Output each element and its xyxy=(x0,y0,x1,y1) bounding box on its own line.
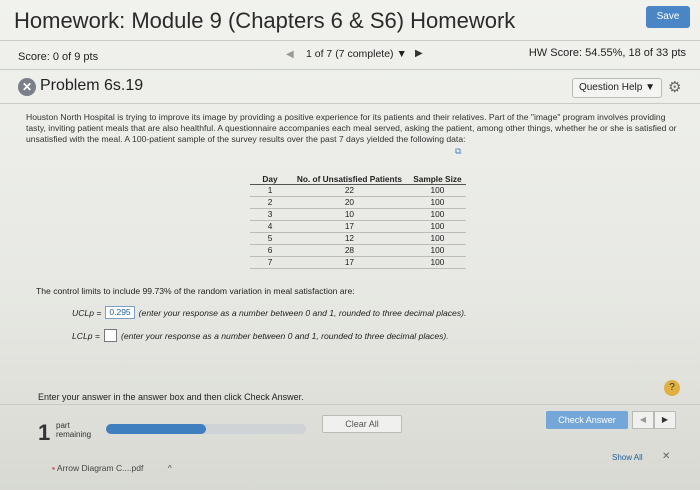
table-cell: 17 xyxy=(290,220,409,232)
footer-bar xyxy=(0,404,700,490)
prev-part-button[interactable]: ◀ xyxy=(632,411,654,429)
table-cell: 100 xyxy=(409,196,466,208)
table-cell: 6 xyxy=(250,244,290,256)
lcl-label: LCLp = xyxy=(72,330,100,341)
score-bar xyxy=(0,40,700,70)
close-icon[interactable]: ✕ xyxy=(662,451,671,462)
table-cell: 3 xyxy=(250,208,290,220)
problem-header xyxy=(0,70,700,104)
table-row xyxy=(250,220,466,232)
question-selector[interactable]: 1 of 7 (7 complete) ▼ xyxy=(306,48,407,60)
hw-score-text: HW Score: 54.55%, 18 of 33 pts xyxy=(528,47,686,59)
question-help-button[interactable]: Question Help ▼ xyxy=(572,78,662,98)
table-cell: 100 xyxy=(409,184,466,196)
problem-prompt: Houston North Hospital is trying to improve its image by providing a positive experience for its patients and their relatives. Part of the "image" program involves providing tasty, inviting patient meals that are also healthful. A questionnaire accompanies each meal served, asking the patient, among other things, whether he or she is satisfied or unsatisfied with the meal. A 100-patient sample of the survey results over the past 7 days yielded the following data: xyxy=(26,112,677,144)
table-header: No. of Unsatisfied Patients xyxy=(290,160,409,184)
progress-bar-fill xyxy=(106,424,206,434)
page-title: Homework: Module 9 (Chapters 6 & S6) Homework xyxy=(14,8,516,33)
table-row xyxy=(250,244,466,256)
table-cell: 22 xyxy=(290,184,409,196)
table-cell: 100 xyxy=(409,208,466,220)
gear-icon[interactable]: ⚙ xyxy=(668,79,682,96)
table-header: Sample Size xyxy=(409,160,466,184)
clear-all-button[interactable]: Clear All xyxy=(322,415,402,433)
download-item[interactable] xyxy=(52,463,172,473)
help-icon[interactable]: ? xyxy=(664,380,680,396)
x-circle-icon: ✕ xyxy=(18,78,36,96)
score-text: Score: 0 of 9 pts xyxy=(18,51,99,63)
parts-label-remaining: remaining xyxy=(56,430,92,439)
table-cell: 100 xyxy=(409,220,466,232)
next-question-icon[interactable]: ▶ xyxy=(415,48,423,59)
table-cell: 100 xyxy=(409,256,466,268)
problem-title: Problem 6s.19 xyxy=(40,77,144,94)
copy-data-icon[interactable]: ⧉ xyxy=(455,146,462,156)
table-header: Day xyxy=(250,160,290,184)
lcl-row xyxy=(72,329,449,342)
parts-label-part: part xyxy=(56,421,70,430)
table-cell: 5 xyxy=(250,232,290,244)
progress-bar xyxy=(106,424,306,434)
prev-question-icon[interactable]: ◀ xyxy=(286,49,294,60)
table-cell: 4 xyxy=(250,220,290,232)
table-cell: 20 xyxy=(290,196,409,208)
data-table xyxy=(250,160,466,269)
instruction-text: Enter your answer in the answer box and then click Check Answer. xyxy=(38,392,304,402)
check-answer-button[interactable]: Check Answer xyxy=(546,411,628,429)
table-row xyxy=(250,184,466,196)
table-cell: 100 xyxy=(409,244,466,256)
table-row xyxy=(250,232,466,244)
table-cell: 12 xyxy=(290,232,409,244)
chevron-up-icon[interactable]: ^ xyxy=(167,463,172,473)
parts-remaining-label xyxy=(56,421,91,439)
header xyxy=(0,0,700,40)
save-button[interactable]: Save xyxy=(646,6,690,28)
table-row xyxy=(250,208,466,220)
lcl-answer-input[interactable] xyxy=(104,329,117,342)
table-row xyxy=(250,196,466,208)
table-cell: 7 xyxy=(250,256,290,268)
table-cell: 2 xyxy=(250,196,290,208)
control-limits-intro: The control limits to include 99.73% of the random variation in meal satisfaction are: xyxy=(36,286,355,296)
table-cell: 17 xyxy=(290,256,409,268)
next-part-button[interactable]: ▶ xyxy=(654,411,676,429)
pdf-file-icon: ▪ xyxy=(52,463,56,473)
ucl-answer-input[interactable]: 0.295 xyxy=(105,306,134,319)
table-row xyxy=(250,256,466,268)
show-all-button[interactable]: Show All xyxy=(612,453,643,462)
lcl-hint: (enter your response as a number between 0 and 1, rounded to three decimal places). xyxy=(120,330,449,341)
download-filename: Arrow Diagram C....pdf xyxy=(56,463,144,473)
ucl-hint: (enter your response as a number between 0 and 1, rounded to three decimal places). xyxy=(138,307,467,318)
table-cell: 28 xyxy=(290,244,409,256)
table-cell: 100 xyxy=(409,232,466,244)
ucl-row xyxy=(72,306,466,319)
table-cell: 1 xyxy=(250,184,290,196)
ucl-label: UCLp = xyxy=(72,307,102,318)
table-cell: 10 xyxy=(290,208,409,220)
parts-remaining-count: 1 xyxy=(38,420,51,445)
